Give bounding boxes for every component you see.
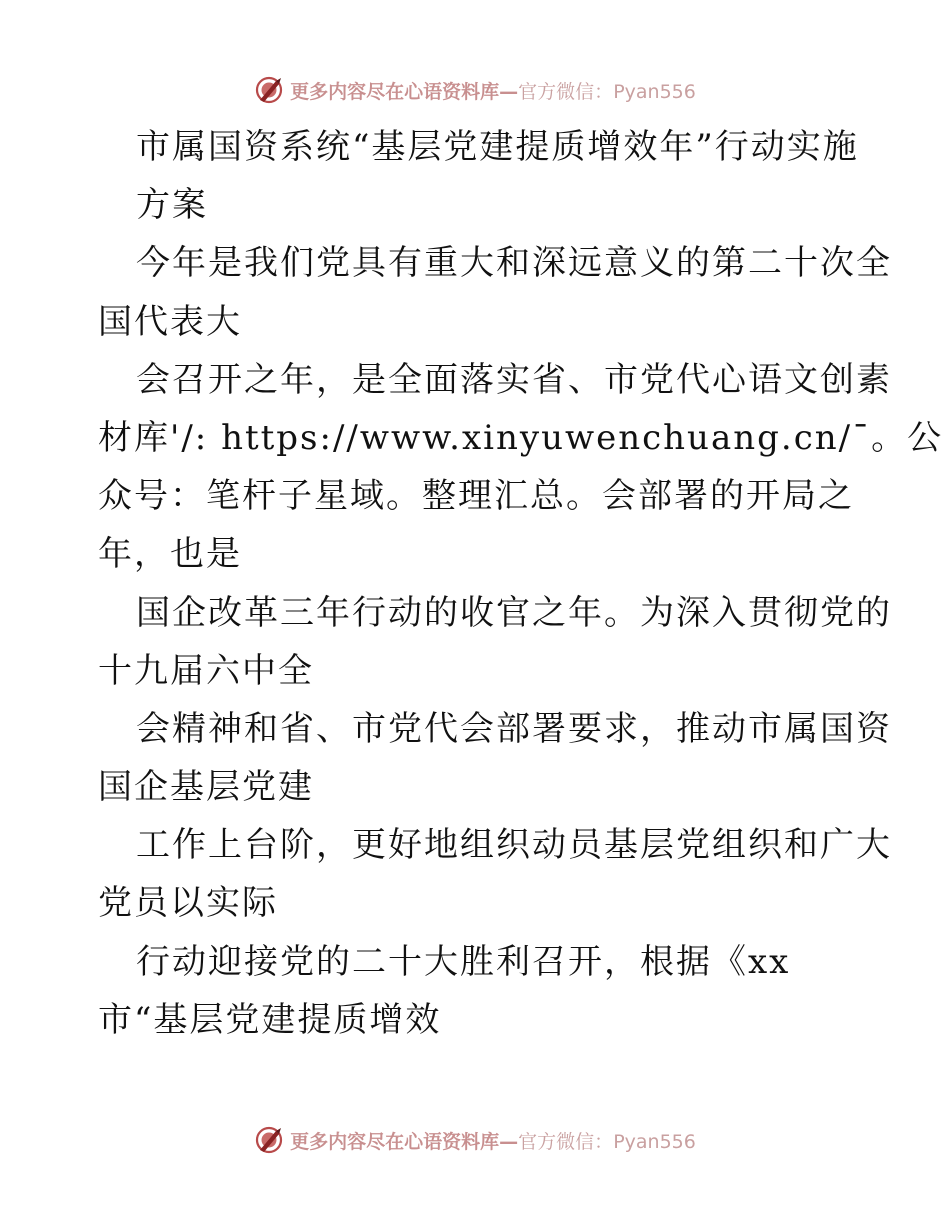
doc-line: 会召开之年，是全面落实省、市党代心语文创素	[136, 359, 892, 400]
doc-line: 国企改革三年行动的收官之年。为深入贯彻党的	[136, 592, 892, 633]
doc-line: 年，也是	[98, 534, 242, 575]
quill-circle-logo	[254, 75, 284, 105]
doc-line: 党员以实际	[98, 883, 278, 924]
quill-circle-logo	[254, 1125, 284, 1155]
watermark-text: 更多内容尽在心语资料库—官方微信：Pyan556	[290, 80, 696, 103]
doc-line: 会精神和省、市党代会部署要求，推动市属国资	[136, 708, 892, 749]
watermark-banner-bottom	[0, 1120, 950, 1160]
doc-line: 市“基层党建提质增效	[98, 999, 442, 1040]
doc-line: 方案	[136, 185, 208, 226]
doc-line: 行动迎接党的二十大胜利召开，根据《xx	[136, 941, 791, 982]
doc-line: 今年是我们党具有重大和深远意义的第二十次全	[136, 243, 892, 284]
doc-line: 十九届六中全	[98, 650, 314, 691]
doc-line: 市属国资系统“基层党建提质增效年”行动实施	[136, 127, 859, 167]
watermark-banner-top	[0, 70, 950, 110]
doc-line: 材库'/: https://www.xinyuwenchuang.cn/¯。公	[98, 417, 944, 458]
doc-line: 众号：笔杆子星域。整理汇总。会部署的开局之	[98, 476, 854, 517]
doc-line: 工作上台阶，更好地组织动员基层党组织和广大	[136, 825, 892, 866]
document-body	[98, 118, 944, 1049]
doc-line: 国代表大	[98, 301, 242, 342]
watermark-text: 更多内容尽在心语资料库—官方微信：Pyan556	[290, 1130, 696, 1153]
doc-line: 国企基层党建	[98, 767, 314, 808]
